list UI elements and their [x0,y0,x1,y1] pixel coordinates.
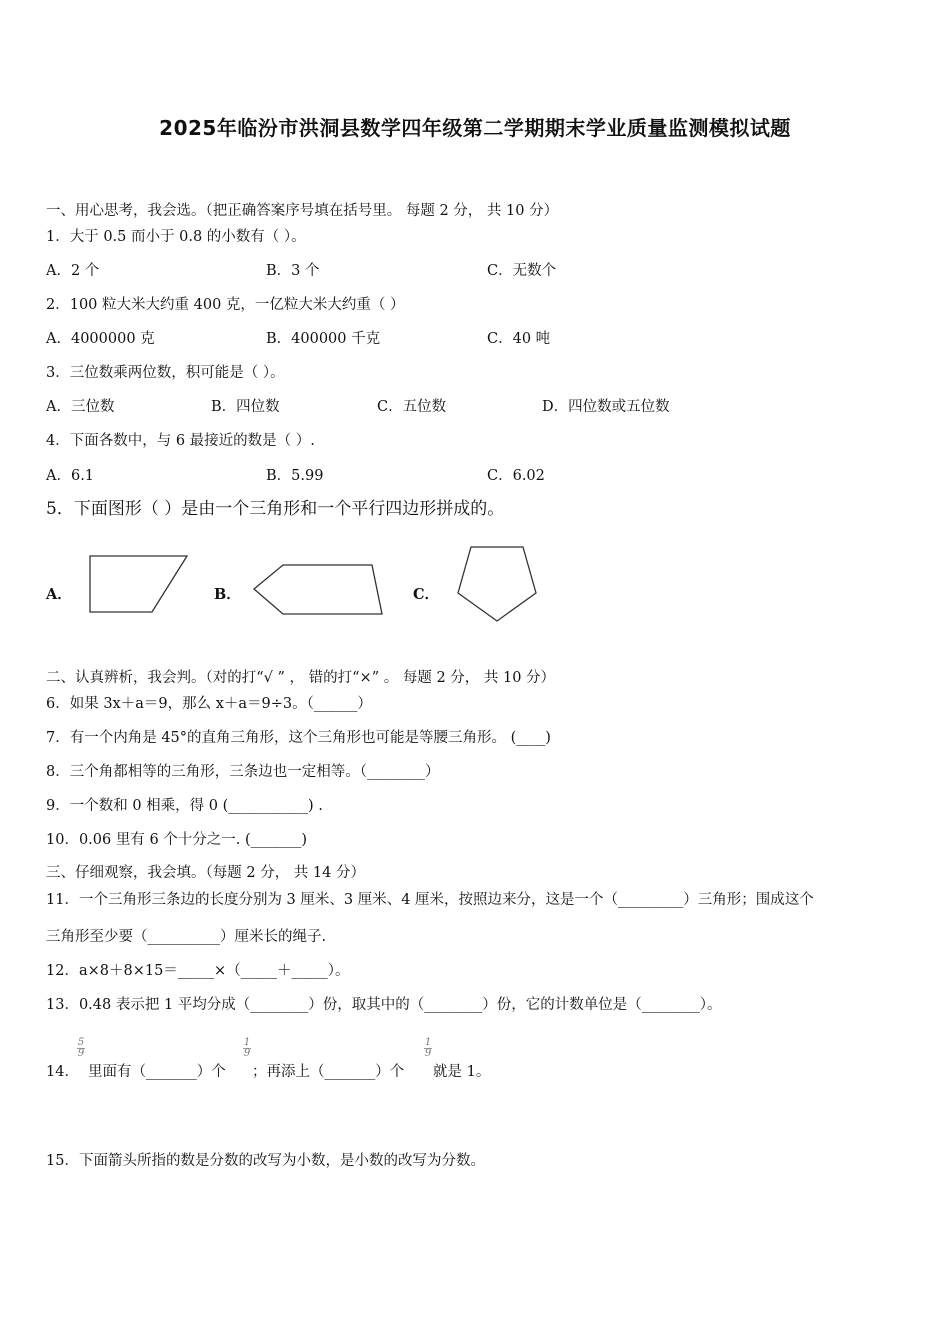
pentagon-arrow-figure [250,562,386,618]
question-12: 12．a×8＋8×15＝_____×（_____＋_____）。 [46,963,350,979]
q2-option-b: B．400000 千克 [266,331,381,347]
q4-option-a: A．6.1 [46,468,95,484]
question-2: 2．100 粒大米大约重 400 克，一亿粒大米大约重（ ） [46,297,405,313]
question-14-part2: ；再添上（_______）个 [252,1064,405,1080]
question-14-end: 就是 1。 [433,1064,491,1080]
page-title: 2025年临汾市洪洞县数学四年级第二学期期末学业质量监测模拟试题 [159,116,791,140]
q1-option-b: B．3 个 [266,263,320,279]
question-3: 3．三位数乘两位数，积可能是（ ）。 [46,365,285,381]
fraction-denominator: 9 [77,1048,85,1059]
fraction-denominator: 9 [424,1048,432,1059]
question-11-line2: 三角形至少要（__________）厘米长的绳子. [46,929,327,945]
trapezoid-figure [86,552,192,616]
q3-option-d: D．四位数或五位数 [542,399,670,415]
question-15: 15．下面箭头所指的数是分数的改写为小数，是小数的改写为分数。 [46,1153,485,1169]
question-4: 4．下面各数中，与 6 最接近的数是（ ）. [46,433,315,449]
question-10: 10．0.06 里有 6 个十分之一. (_______) [46,832,308,848]
question-14-part1: 里面有（_______）个 [88,1064,226,1080]
section3-header: 三、仔细观察，我会填。（每题 2 分， 共 14 分） [46,865,365,881]
section2-header: 二、认真辨析，我会判。（对的打“√ ” ， 错的打“×” 。 每题 2 分， 共 10 分） [46,670,556,686]
q5-option-a: A． [46,586,72,603]
q4-option-b: B．5.99 [266,468,324,484]
fraction-numerator: 1 [243,1037,251,1048]
question-8: 8．三个角都相等的三角形，三条边也一定相等。（________） [46,764,440,780]
question-5: 5．下面图形（ ）是由一个三角形和一个平行四边形拼成的。 [46,499,505,519]
question-7: 7．有一个内角是 45°的直角三角形，这个三角形也可能是等腰三角形。 (____) [46,730,551,746]
question-14-number: 14． [46,1064,79,1080]
q5-option-b: B． [214,586,241,603]
q2-option-c: C．40 吨 [487,331,551,347]
q3-option-a: A．三位数 [46,399,115,415]
q4-option-c: C．6.02 [487,468,545,484]
question-11-line1: 11．一个三角形三条边的长度分别为 3 厘米、3 厘米、4 厘米，按照边来分，这是一个（_________）三角形；围成这个 [46,892,814,908]
q3-option-b: B．四位数 [211,399,280,415]
question-6: 6．如果 3x＋a＝9，那么 x＋a＝9÷3。（______） [46,696,372,712]
question-9: 9．一个数和 0 相乘，得 0 (___________) . [46,798,323,814]
fraction-5-9 [76,1038,86,1059]
q3-option-c: C．五位数 [377,399,447,415]
q2-option-a: A．4000000 克 [46,331,155,347]
q1-option-a: A．2 个 [46,263,100,279]
q1-option-c: C．无数个 [487,263,557,279]
fraction-1-9-b [423,1038,433,1059]
fraction-denominator: 9 [243,1048,251,1059]
section1-header: 一、用心思考，我会选。（把正确答案序号填在括号里。 每题 2 分， 共 10 分） [46,203,559,219]
question-13: 13．0.48 表示把 1 平均分成（________）份，取其中的（________）份，它的计数单位是（________）。 [46,997,722,1013]
fraction-numerator: 1 [424,1037,432,1048]
question-1: 1．大于 0.5 而小于 0.8 的小数有（ ）。 [46,229,306,245]
q5-option-c: C． [413,586,440,603]
fraction-1-9-a [242,1038,252,1059]
regular-pentagon-figure [453,543,541,625]
fraction-numerator: 5 [77,1037,85,1048]
